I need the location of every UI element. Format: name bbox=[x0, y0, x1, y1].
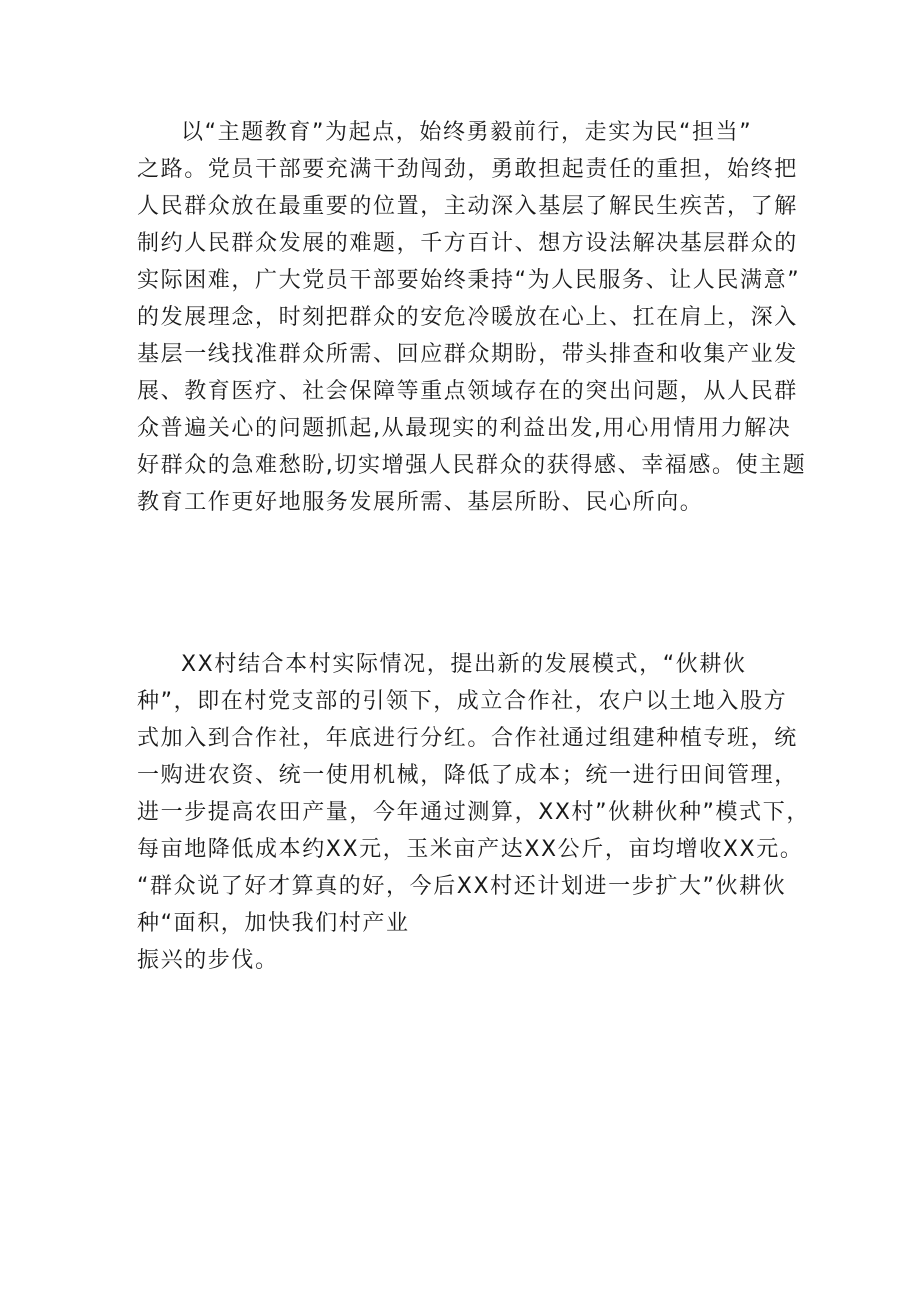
paragraph-1-line: 众普遍关心的问题抓起,从最现实的利益出发,用心用情用力解决 bbox=[137, 416, 792, 441]
paragraph-1-line: 好群众的急难愁盼,切实增强人民群众的获得感、幸福感。使主题 bbox=[137, 453, 807, 478]
paragraph-2-line: 一购进农资、统一使用机械，降低了成本；统一进行田间管理， bbox=[137, 763, 798, 788]
paragraph-1-line: 实际困难，广大党员干部要始终秉持“为人民服务、让人民满意” bbox=[137, 268, 801, 293]
paragraph-1-line: 的发展理念，时刻把群众的安危冷暖放在心上、扛在肩上，深入 bbox=[137, 305, 798, 330]
paragraph-2-line: 每亩地降低成本约XX元，玉米亩产达XX公斤，亩均增收XX元。 bbox=[137, 837, 804, 862]
paragraph-1-line: 教育工作更好地服务发展所需、基层所盼、民心所向。 bbox=[137, 490, 704, 515]
paragraph-1-line: 基层一线找准群众所需、回应群众期盼，带头排查和收集产业发 bbox=[137, 342, 798, 367]
paragraph-2-line: 式加入到合作社，年底进行分红。合作社通过组建种植专班，统 bbox=[137, 726, 798, 751]
paragraph-1-line: 之路。党员干部要充满干劲闯劲，勇敢担起责任的重担，始终把 bbox=[137, 157, 798, 182]
paragraph-1-line: 制约人民群众发展的难题，千方百计、想方设法解决基层群众的 bbox=[137, 231, 798, 256]
paragraph-2 bbox=[137, 646, 810, 979]
paragraph-2-line: 进一步提高农田产量，今年通过测算，XX村”伙耕伙种”模式下， bbox=[137, 800, 810, 825]
paragraph-2-line: 种“面积，加快我们村产业 bbox=[137, 911, 410, 936]
paragraph-2-line: XX村结合本村实际情况，提出新的发展模式，“伙耕伙 bbox=[181, 652, 747, 677]
paragraph-2-line: 振兴的步伐。 bbox=[137, 948, 279, 973]
paragraph-1-line: 展、教育医疗、社会保障等重点领域存在的突出问题，从人民群 bbox=[137, 379, 798, 404]
paragraph-2-line: “群众说了好才算真的好，今后XX村还计划进一步扩大”伙耕伙 bbox=[137, 874, 787, 899]
paragraph-1 bbox=[137, 114, 807, 521]
paragraph-1-line: 以“主题教育”为起点，始终勇毅前行，走实为民“担当” bbox=[181, 120, 753, 145]
paragraph-2-line: 种”，即在村党支部的引领下，成立合作社，农户以土地入股方 bbox=[137, 689, 788, 714]
paragraph-1-line: 人民群众放在最重要的位置，主动深入基层了解民生疾苦，了解 bbox=[137, 194, 798, 219]
